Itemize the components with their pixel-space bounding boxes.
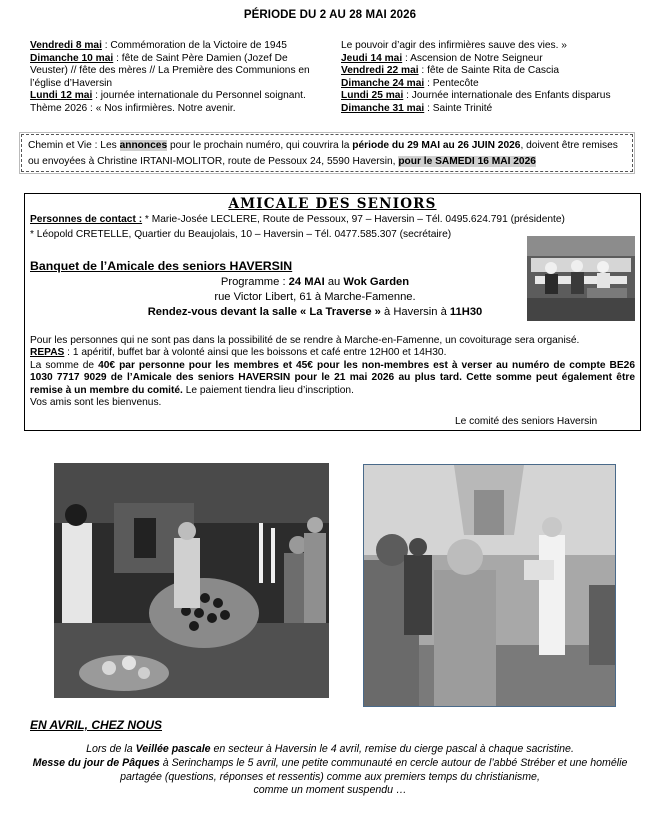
contact-2: * Léopold CRETELLE, Quartier du Beaujolais, 10 – Haversin – Tél. 0477.585.307 (secrétaire) xyxy=(30,228,452,240)
date-entry xyxy=(341,65,641,78)
date-text: : Pentecôte xyxy=(424,77,479,89)
date-text: : Sainte Trinité xyxy=(424,102,493,114)
dates-left-column xyxy=(30,40,326,116)
date-label: Lundi 25 mai xyxy=(341,90,404,102)
date-label: Dimanche 31 mai xyxy=(341,102,425,114)
amicale-title: AMICALE DES SENIORS xyxy=(228,196,437,212)
caption-line-2: Messe du jour de Pâques à Serinchamps le 5 avril, une petite communauté en cercle autour de l’abbé Stréber et une homélie partagée (questions, réponses et ressentis) comme aux premiers temps du christianisme, xyxy=(32,756,628,783)
date-text: : fête de Saint Père Damien (Jozef De Veuster) // fête des mères // La Première des Communions en l’église d’Haversin xyxy=(30,52,310,89)
programme-line: Programme : 24 MAI au Wok Garden xyxy=(220,276,410,288)
programme-rendezvous: Rendez-vous devant la salle « La Traverse » à Haversin à 11H30 xyxy=(147,306,483,318)
contact-label: Personnes de contact : xyxy=(30,214,143,225)
date-entry xyxy=(30,90,326,115)
notice-text: pour le prochain numéro, qui couvrira la xyxy=(167,140,353,151)
date-label: Vendredi 22 mai xyxy=(341,65,419,77)
date-label: Vendredi 8 mai xyxy=(30,40,102,51)
date-entry xyxy=(341,90,641,103)
date-text: : Commémoration de la Victoire de 1945 xyxy=(101,40,287,51)
notice-text: Chemin et Vie : Les xyxy=(28,140,120,151)
date-entry xyxy=(341,78,641,91)
date-text: : Journée internationale des Enfants disparus xyxy=(403,90,611,102)
notice-text: , doivent être remises ou envoyées à Christine IRTANI-MOLITOR, route de Pessoux 24, 5590 Haversin, xyxy=(28,140,618,167)
date-label: Dimanche 10 mai xyxy=(30,52,114,64)
programme-address: rue Victor Libert, 61 à Marche-Famenne. xyxy=(214,291,416,303)
easter-vigil-photo xyxy=(54,463,329,698)
annonces-highlight: annonces xyxy=(119,140,168,151)
welcome-text: Vos amis sont les bienvenus. xyxy=(30,397,162,409)
repas-label: REPAS xyxy=(30,347,65,359)
easter-mass-photo xyxy=(363,464,616,707)
chemin-et-vie-notice xyxy=(21,134,633,172)
date-label: Lundi 12 mai xyxy=(30,90,93,102)
date-text: : fête de Sainte Rita de Cascia xyxy=(418,65,560,77)
payment-text: La somme de 40€ par personne pour les membres et 45€ pour les non-membres est à verser au numéro de compte BE26 1030 7717 9029 de l’Amicale des seniors HAVERSIN pour le 21 mai 2026 au plus tard. Cette somme peut également être remise à un membre du comité. Le paiement tiendra lieu d’inscription. xyxy=(30,359,635,396)
date-entry xyxy=(30,53,326,91)
date-label: Jeudi 14 mai xyxy=(341,52,403,64)
covoiturage-text: Pour les personnes qui ne sont pas dans la possibilité de se rendre à Marche-en-Famenne, un covoiturage sera organisé. xyxy=(30,335,580,346)
notice-period: période du 29 MAI au 26 JUIN 2026 xyxy=(352,140,521,151)
avril-heading: EN AVRIL, CHEZ NOUS xyxy=(30,718,163,732)
amicale-details xyxy=(30,335,635,409)
date-entry xyxy=(341,53,641,66)
period-title: PÉRIODE DU 2 AU 28 MAI 2026 xyxy=(243,9,417,21)
date-continuation: Le pouvoir d’agir des infirmières sauve des vies. » xyxy=(341,40,567,51)
dates-right-column xyxy=(341,40,641,116)
deadline-highlight: pour le SAMEDI 16 MAI 2026 xyxy=(398,155,536,167)
date-text: : journée internationale du Personnel soignant. Thème 2026 : « Nos infirmières. Notre avenir. xyxy=(30,90,306,114)
caption-line-3: comme un moment suspendu … xyxy=(253,784,407,797)
date-text: : Ascension de Notre Seigneur xyxy=(402,52,543,64)
committee-signature: Le comité des seniors Haversin xyxy=(455,416,598,427)
banquet-title: Banquet de l’Amicale des seniors HAVERSIN xyxy=(30,259,293,273)
avril-caption xyxy=(30,743,630,798)
repas-line: REPAS : 1 apéritif, buffet bar à volonté ainsi que les boissons et café entre 12H00 et 14H30. xyxy=(30,347,447,359)
caption-line-1: Lors de la Veillée pascale en secteur à Haversin le 4 avril, remise du cierge pascal à chaque sacristine. xyxy=(86,743,574,755)
seniors-group-photo xyxy=(527,236,635,321)
date-entry xyxy=(30,40,326,53)
date-label: Dimanche 24 mai xyxy=(341,77,425,89)
date-entry xyxy=(341,103,641,116)
contact-1: * Marie-Josée LECLERE, Route de Pessoux, 97 – Haversin – Tél. 0495.624.791 (présidente) xyxy=(142,214,565,225)
